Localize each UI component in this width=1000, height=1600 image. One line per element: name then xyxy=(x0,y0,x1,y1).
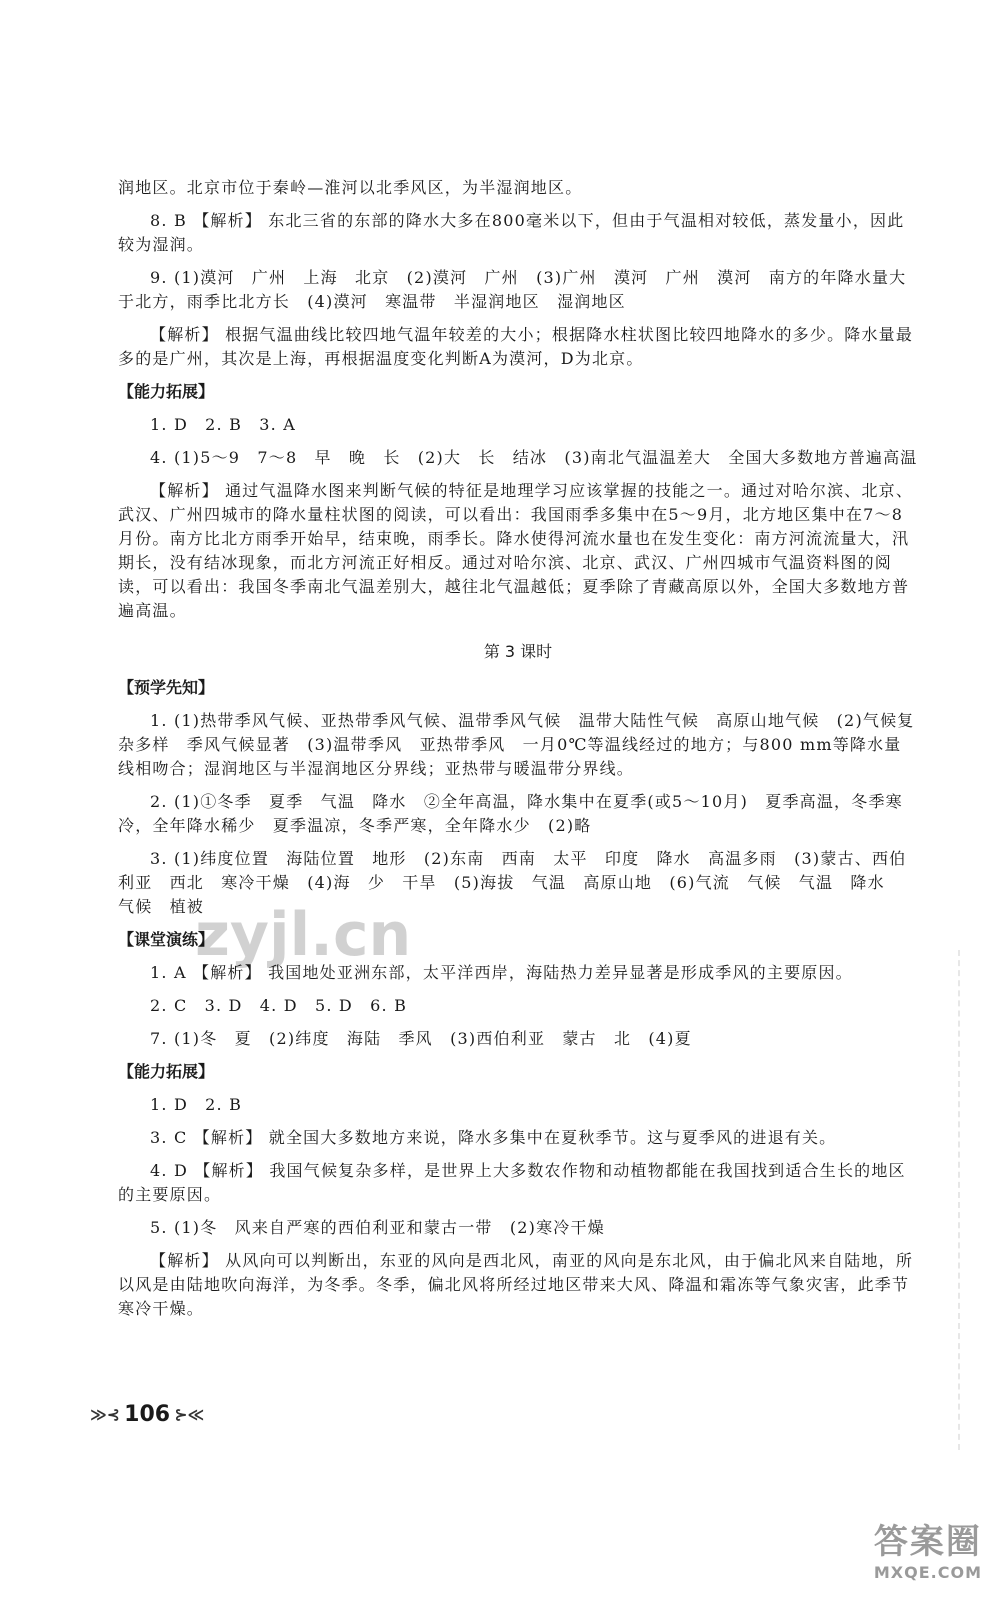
ability-answer-3: 3. C 【解析】 就全国大多数地方来说，降水多集中在夏秋季节。这与夏季风的进退有关。 xyxy=(150,1128,837,1147)
ability-answer-5: 5. (1)冬 风来自严寒的西伯利亚和蒙古一带 (2)寒冷干燥 xyxy=(150,1218,605,1237)
page-number: 106 xyxy=(124,1402,171,1427)
corner-logo xyxy=(874,1514,982,1582)
analysis-5: 【解析】 从风向可以判断出，东亚的风向是西北风，南亚的风向是东北风，由于偏北风来自陆地，所以风是由陆地吹向海洋，为冬季。冬季，偏北风将所经过地区带来大风、降温和霜冻等气象灾害，此季节寒冷干燥。 xyxy=(118,1251,914,1318)
answer-9: 9. (1)漠河 广州 上海 北京 (2)漠河 广州 (3)广州 漠河 广州 漠河 南方的年降水量大于北方，雨季比北方长 (4)漠河 寒温带 半湿润地区 湿润地区 xyxy=(118,268,907,311)
left-ornament-icon: ≫⊰ xyxy=(90,1405,121,1424)
corner-logo-site: MXQE.COM xyxy=(873,1563,982,1582)
page-edge-shadow xyxy=(958,950,1000,1450)
practice-answer-7: 7. (1)冬 夏 (2)纬度 海陆 季风 (3)西伯利亚 蒙古 北 (4)夏 xyxy=(150,1029,692,1048)
analysis-9: 【解析】 根据气温曲线比较四地气温年较差的大小；根据降水柱状图比较四地降水的多少。降水量最多的是广州，其次是上海，再根据温度变化判断A为漠河，D为北京。 xyxy=(118,325,914,368)
practice-answer-1: 1. A 【解析】 我国地处亚洲东部，太平洋西岸，海陆热力差异显著是形成季风的主要原因。 xyxy=(150,963,853,982)
section-heading-ability-2: 【能力拓展】 xyxy=(118,1062,215,1081)
watermark: zyjl.cn xyxy=(195,900,412,970)
ability-answer-4: 4. D 【解析】 我国气候复杂多样，是世界上大多数农作物和动植物都能在我国找到适合生长的地区的主要原因。 xyxy=(118,1161,906,1204)
section-heading-practice: 【课堂演练】 xyxy=(118,930,215,949)
preview-answer-3: 3. (1)纬度位置 海陆位置 地形 (2)东南 西南 太平 印度 降水 高温多雨 (3)蒙古、西伯利亚 西北 寒冷干燥 (4)海 少 干旱 (5)海拔 气温 高原山地 (6)气流 气候 气温 降水 气候 植被 xyxy=(118,849,907,916)
page-number-block xyxy=(90,1402,204,1427)
analysis-4: 【解析】 通过气温降水图来判断气候的特征是地理学习应该掌握的技能之一。通过对哈尔滨、北京、武汉、广州四城市的降水量柱状图的阅读，可以看出：我国雨季多集中在5～9月，北方地区集中在7～8月份。南方比北方雨季开始早，结束晚，雨季长。降水使得河流水量也在发生变化：南方河流流量大，汛期长，没有结冰现象，而北方河流正好相反。通过对哈尔滨、北京、武汉、广州四城市气温资料图的阅读，可以看出：我国冬季南北气温差别大，越往北气温越低；夏季除了青藏高原以外，全国大多数地方普遍高温。 xyxy=(118,481,914,620)
answers-1-3: 1. D 2. B 3. A xyxy=(150,415,296,434)
practice-answers-2-6: 2. C 3. D 4. D 5. D 6. B xyxy=(150,996,408,1015)
answer-4: 4. (1)5～9 7～8 早 晚 长 (2)大 长 结冰 (3)南北气温温差大 全国大多数地方普遍高温 xyxy=(150,448,918,467)
section-heading-preview: 【预学先知】 xyxy=(118,678,215,697)
line-continuation: 润地区。北京市位于秦岭—淮河以北季风区，为半湿润地区。 xyxy=(118,178,583,197)
preview-answer-2: 2. (1)①冬季 夏季 气温 降水 ②全年高温，降水集中在夏季(或5～10月) 夏季高温，冬季寒冷，全年降水稀少 夏季温凉，冬季严寒，全年降水少 (2)略 xyxy=(118,792,903,835)
ability-answers-1-2: 1. D 2. B xyxy=(150,1095,243,1114)
corner-logo-title: 答案圈 xyxy=(873,1522,982,1562)
answer-8: 8. B 【解析】 东北三省的东部的降水大多在800毫米以下，但由于气温相对较低，蒸发量小，因此较为湿润。 xyxy=(118,211,905,254)
preview-answer-1: 1. (1)热带季风气候、亚热带季风气候、温带季风气候 温带大陆性气候 高原山地气候 (2)气候复杂多样 季风气候显著 (3)温带季风 亚热带季风 一月0℃等温线经过的地方；与800 mm等降水量线相吻合；湿润地区与半湿润地区分界线；亚热带与暖温带分界线。 xyxy=(118,711,915,778)
lesson-title: 第 3 课时 xyxy=(483,642,553,661)
answer-content xyxy=(118,176,918,1330)
right-ornament-icon: ⊱≪ xyxy=(174,1405,205,1424)
section-heading-ability: 【能力拓展】 xyxy=(118,382,215,401)
